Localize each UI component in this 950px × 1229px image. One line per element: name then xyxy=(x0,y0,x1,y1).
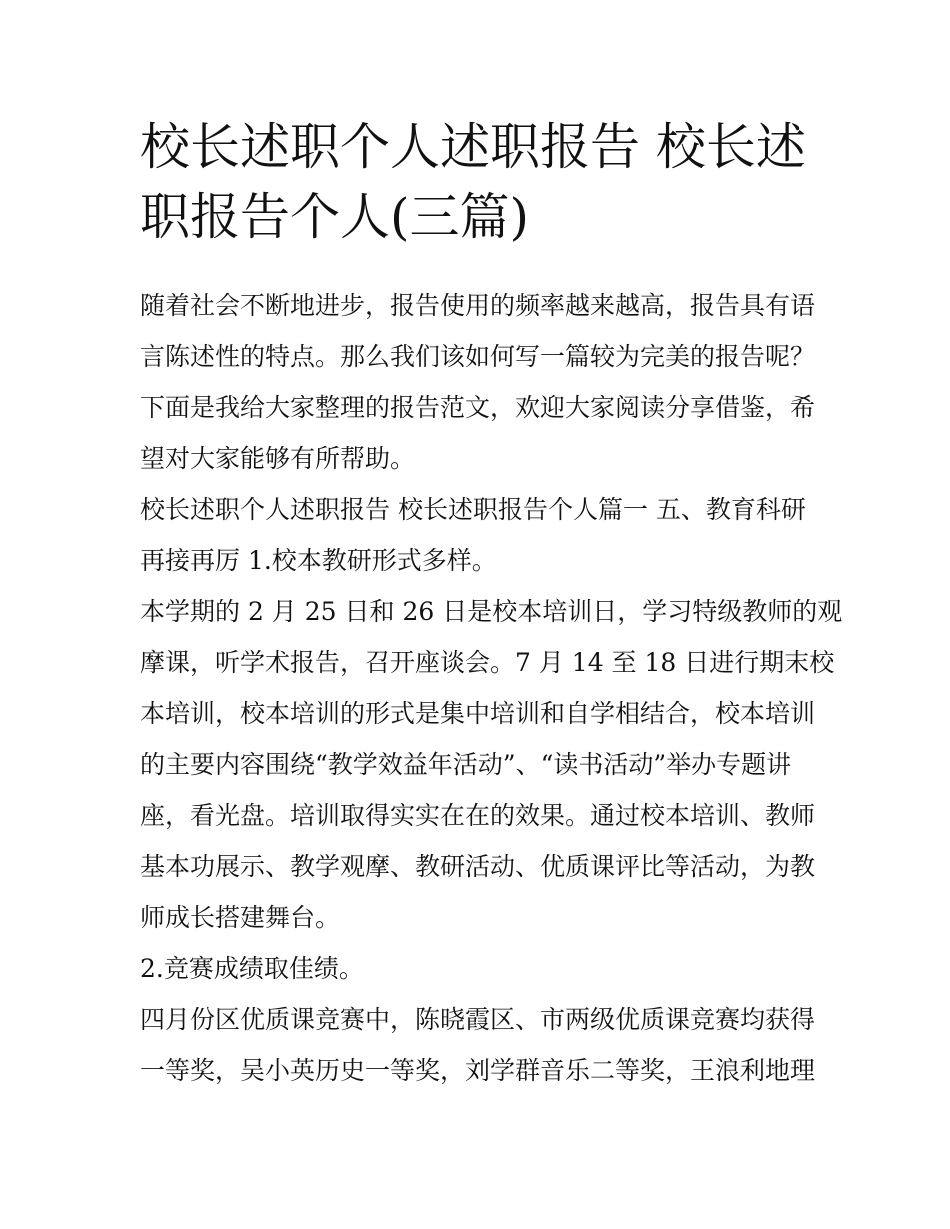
text-line: 摩课，听学术报告，召开座谈会。7 月 14 至 18 日进行期末校 xyxy=(140,648,835,677)
text-line: 师成长搭建舞台。 xyxy=(140,903,341,932)
text-line: 随着社会不断地进步，报告使用的频率越来越高，报告具有语 xyxy=(140,291,816,320)
text-line: 本学期的 2 月 25 日和 26 日是校本培训日，学习特级教师的观 xyxy=(140,597,843,626)
text-line: 四月份区优质课竞赛中，陈晓霞区、市两级优质课竞赛均获得 xyxy=(140,1005,816,1034)
text-line: 望对大家能够有所帮助。 xyxy=(140,444,416,473)
text-line: 基本功展示、教学观摩、教研活动、优质课评比等活动，为教 xyxy=(140,852,816,881)
document-body xyxy=(140,112,843,1096)
title-line: 校长述职个人述职报告 校长述 xyxy=(140,118,806,176)
intro-paragraph xyxy=(140,280,820,484)
text-line: 再接再厉 1.校本教研形式多样。 xyxy=(140,546,497,575)
text-line: 2.竞赛成绩取佳绩。 xyxy=(140,954,364,983)
text-line: 校长述职个人述职报告 校长述职报告个人篇一 五、教育科研 xyxy=(140,495,806,524)
title-line: 职报告个人(三篇) xyxy=(140,188,530,246)
text-line: 的主要内容围绕“教学效益年活动”、“读书活动”举办专题讲 xyxy=(140,750,792,779)
text-line: 座，看光盘。培训取得实实在在的效果。通过校本培训、教师 xyxy=(140,801,816,830)
subheading-paragraph xyxy=(140,943,820,994)
text-line: 本培训，校本培训的形式是集中培训和自学相结合，校本培训 xyxy=(140,699,816,728)
text-line: 一等奖，吴小英历史一等奖，刘学群音乐二等奖，王浪利地理 xyxy=(140,1056,816,1085)
document-title xyxy=(140,112,820,252)
text-line: 言陈述性的特点。那么我们该如何写一篇较为完美的报告呢？ xyxy=(140,342,816,371)
training-paragraph xyxy=(140,586,843,943)
section-heading-paragraph xyxy=(140,484,820,586)
text-line: 下面是我给大家整理的报告范文，欢迎大家阅读分享借鉴，希 xyxy=(140,393,816,422)
body-text xyxy=(140,280,843,1096)
competition-paragraph xyxy=(140,994,820,1096)
